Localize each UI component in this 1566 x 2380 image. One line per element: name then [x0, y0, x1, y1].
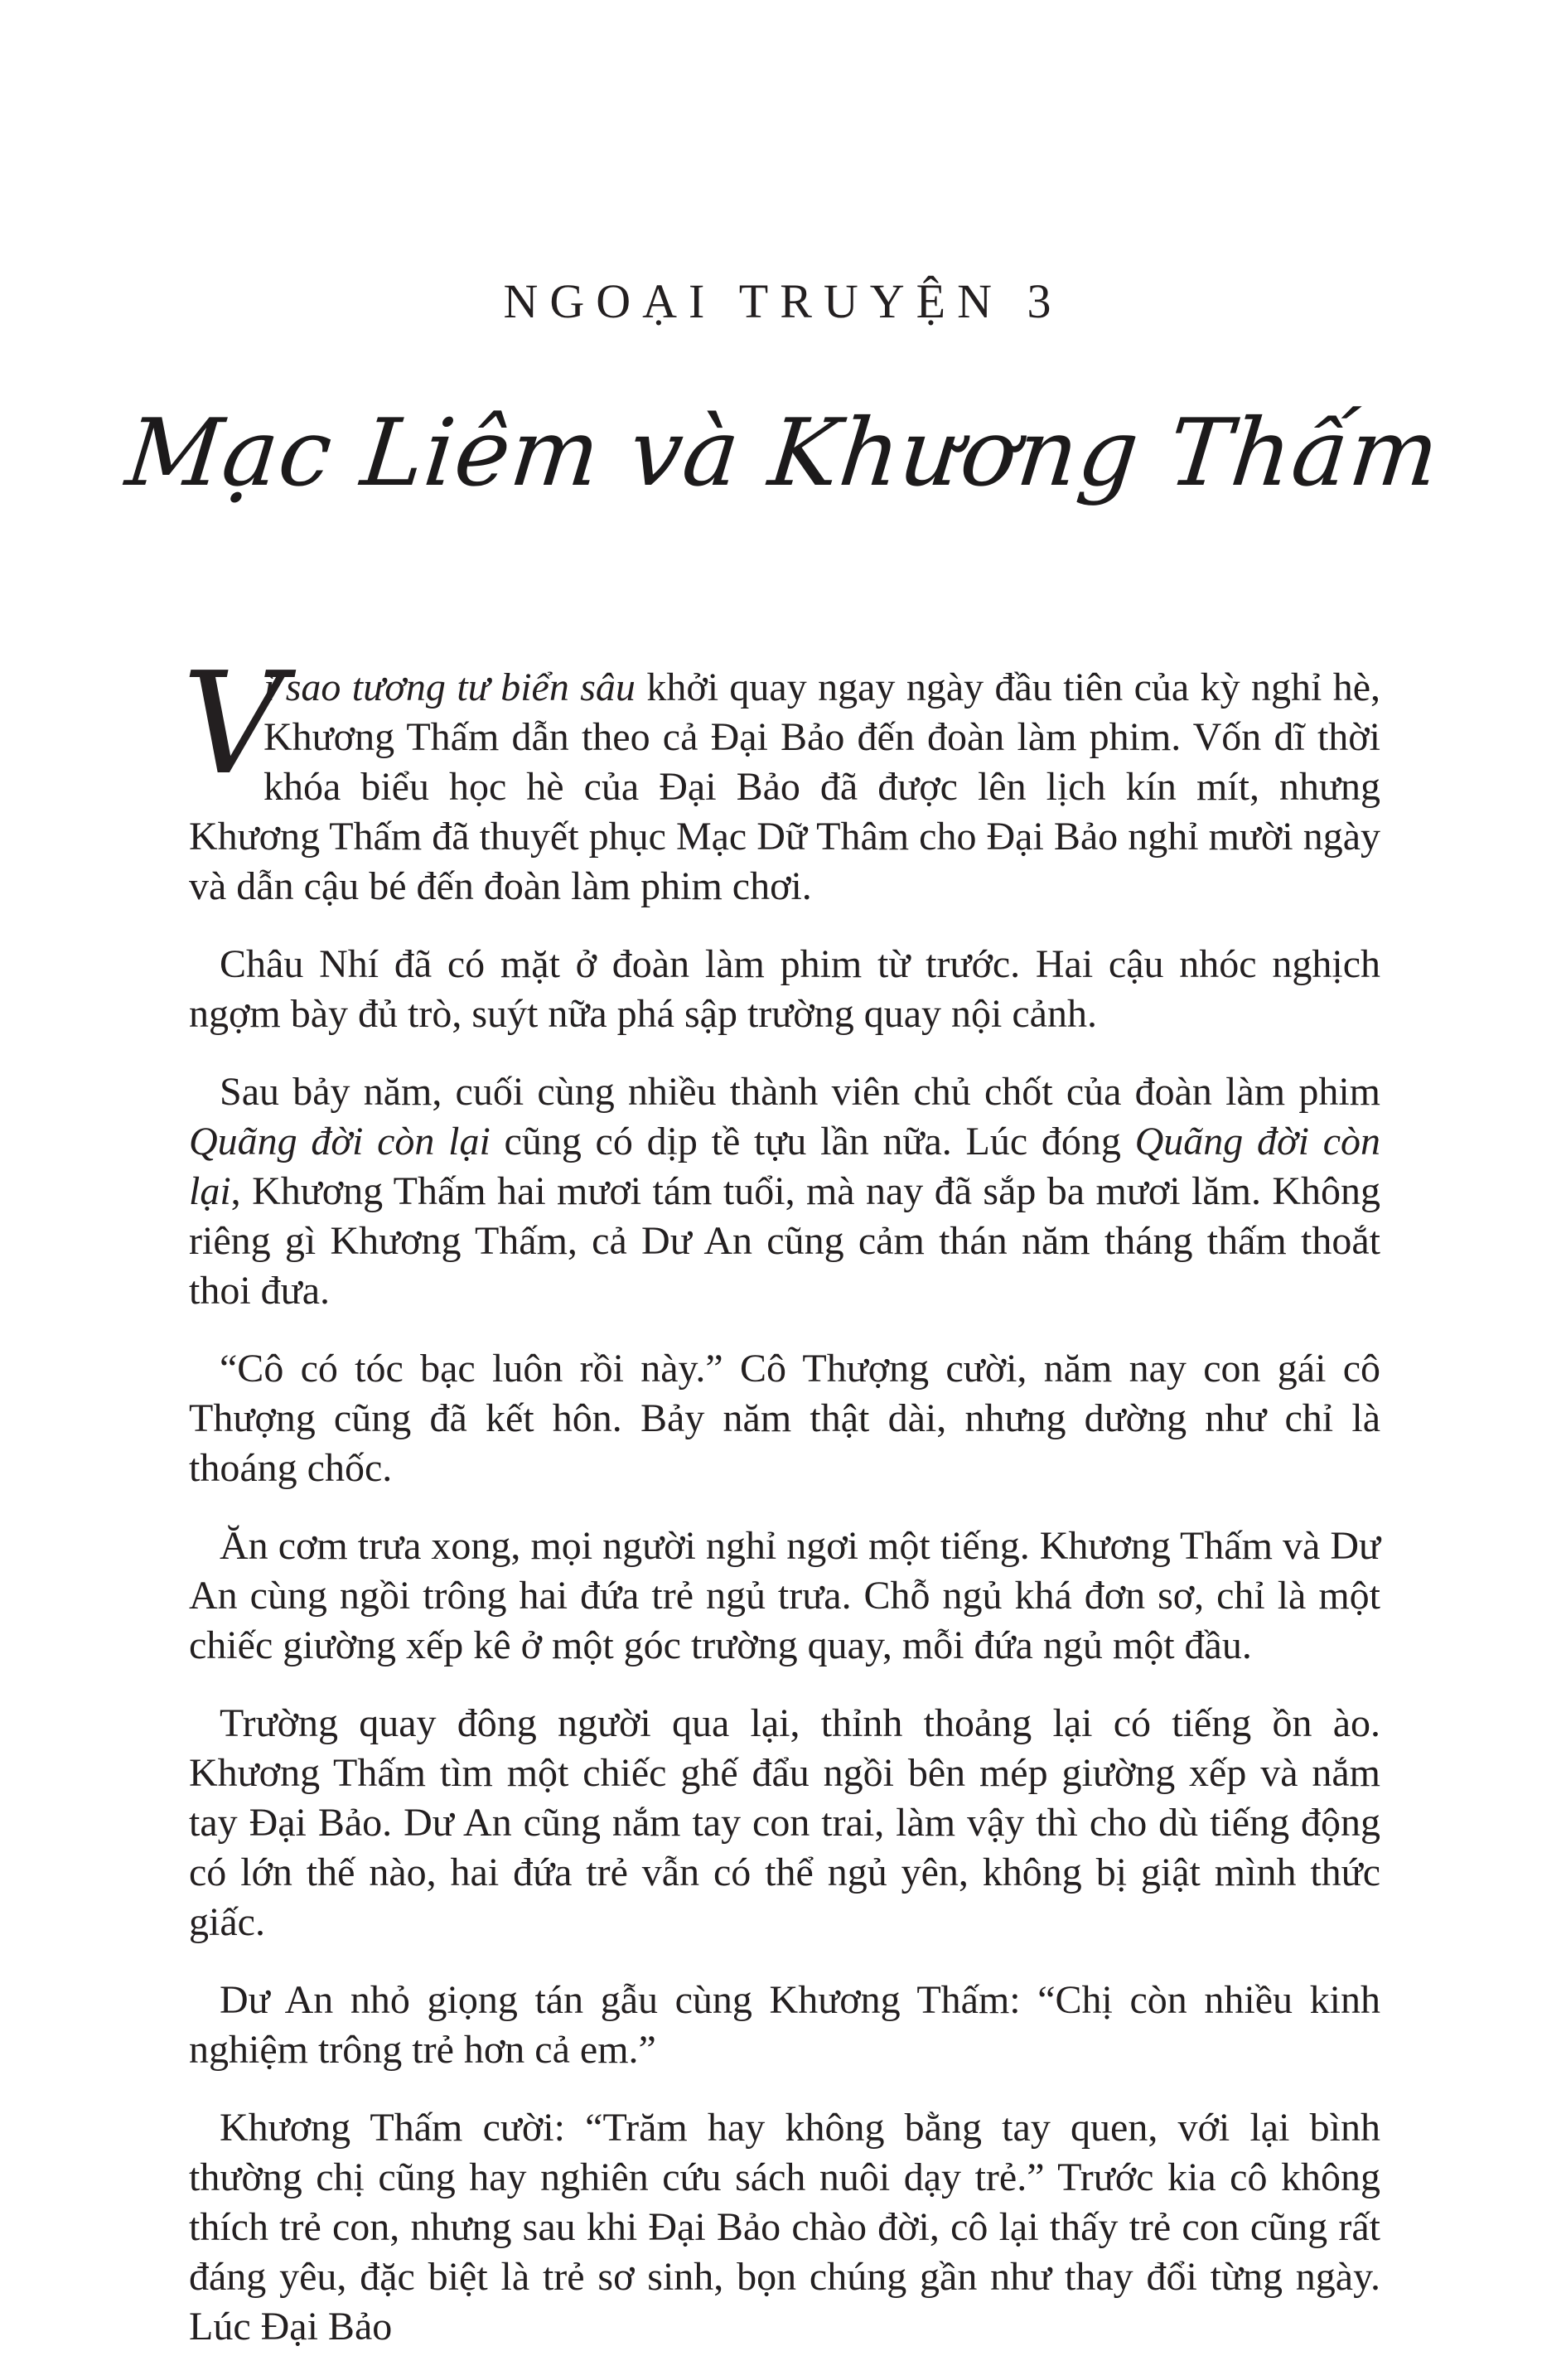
paragraph-text: cũng có dịp tề tựu lần nữa. Lúc đóng [490, 1120, 1135, 1163]
chapter-label: NGOẠI TRUYỆN 3 [503, 274, 1063, 328]
paragraph-text: khởi quay ngay ngày đầu tiên của kỳ nghỉ hè, Khương Thấm dẫn theo cả Đại Bảo đến đoàn làm phim. Vốn dĩ thời khóa biểu học hè của Đại Bảo đã được lên lịch kín mít, nhưng Khương Thấm đã thuyết phục Mạc Dữ Thâm cho Đại Bảo nghỉ mười ngày và dẫn cậu bé đến đoàn làm phim chơi. [189, 665, 1380, 908]
paragraph-6: Trường quay đông người qua lại, thỉnh thoảng lại có tiếng ồn ào. Khương Thấm tìm một chiếc ghế đẩu ngồi bên mép giường xếp và nắm tay Đại Bảo. Dư An cũng nắm tay con trai, làm vậy thì cho dù tiếng động có lớn thế nào, hai đứa trẻ vẫn có thể ngủ yên, không bị giật mình thức giấc. [189, 1701, 1380, 1944]
book-title-italic: Quãng đời còn lại [189, 1120, 491, 1163]
paragraph-text: , Khương Thấm hai mươi tám tuổi, mà nay đã sắp ba mươi lăm. Không riêng gì Khương Thấm, cả Dư An cũng cảm thán năm tháng thấm thoắt thoi đưa. [189, 1169, 1380, 1313]
paragraph-5: Ăn cơm trưa xong, mọi người nghỉ ngơi một tiếng. Khương Thấm và Dư An cùng ngồi trông hai đứa trẻ ngủ trưa. Chỗ ngủ khá đơn sơ, chỉ là một chiếc giường xếp kê ở một góc trường quay, mỗi đứa ngủ một đầu. [189, 1524, 1380, 1667]
book-title-italic: Quãng đời còn lại [189, 1120, 1381, 1213]
drop-cap: V [182, 642, 284, 806]
paragraph-3 [189, 1067, 1380, 1316]
paragraph-1 [182, 642, 1380, 912]
chapter-body [182, 642, 1381, 2380]
italic-lead: ì sao tương tư biển sâu [263, 665, 636, 709]
paragraph-4: “Cô có tóc bạc luôn rồi này.” Cô Thượng cười, năm nay con gái cô Thượng cũng đã kết hôn. Bảy năm thật dài, nhưng dường như chỉ là thoáng chốc. [189, 1347, 1380, 1490]
paragraph-text: Sau bảy năm, cuối cùng nhiều thành viên chủ chốt của đoàn làm phim [220, 1070, 1380, 1114]
paragraph-8: Khương Thấm cười: “Trăm hay không bằng tay quen, với lại bình thường chị cũng hay nghiên cứu sách nuôi dạy trẻ.” Trước kia cô không thích trẻ con, nhưng sau khi Đại Bảo chào đời, cô lại thấy trẻ con cũng rất đáng yêu, đặc biệt là trẻ sơ sinh, bọn chúng gần như thay đổi từng ngày. Lúc Đại Bảo [189, 2106, 1380, 2349]
paragraph-2: Châu Nhí đã có mặt ở đoàn làm phim từ trước. Hai cậu nhóc nghịch ngợm bày đủ trò, suýt nữa phá sập trường quay nội cảnh. [189, 942, 1380, 1036]
chapter-title: Mạc Liêm và Khương Thấm [121, 399, 1445, 507]
paragraph-7: Dư An nhỏ giọng tán gẫu cùng Khương Thấm: “Chị còn nhiều kinh nghiệm trông trẻ hơn cả em.” [189, 1978, 1380, 2072]
